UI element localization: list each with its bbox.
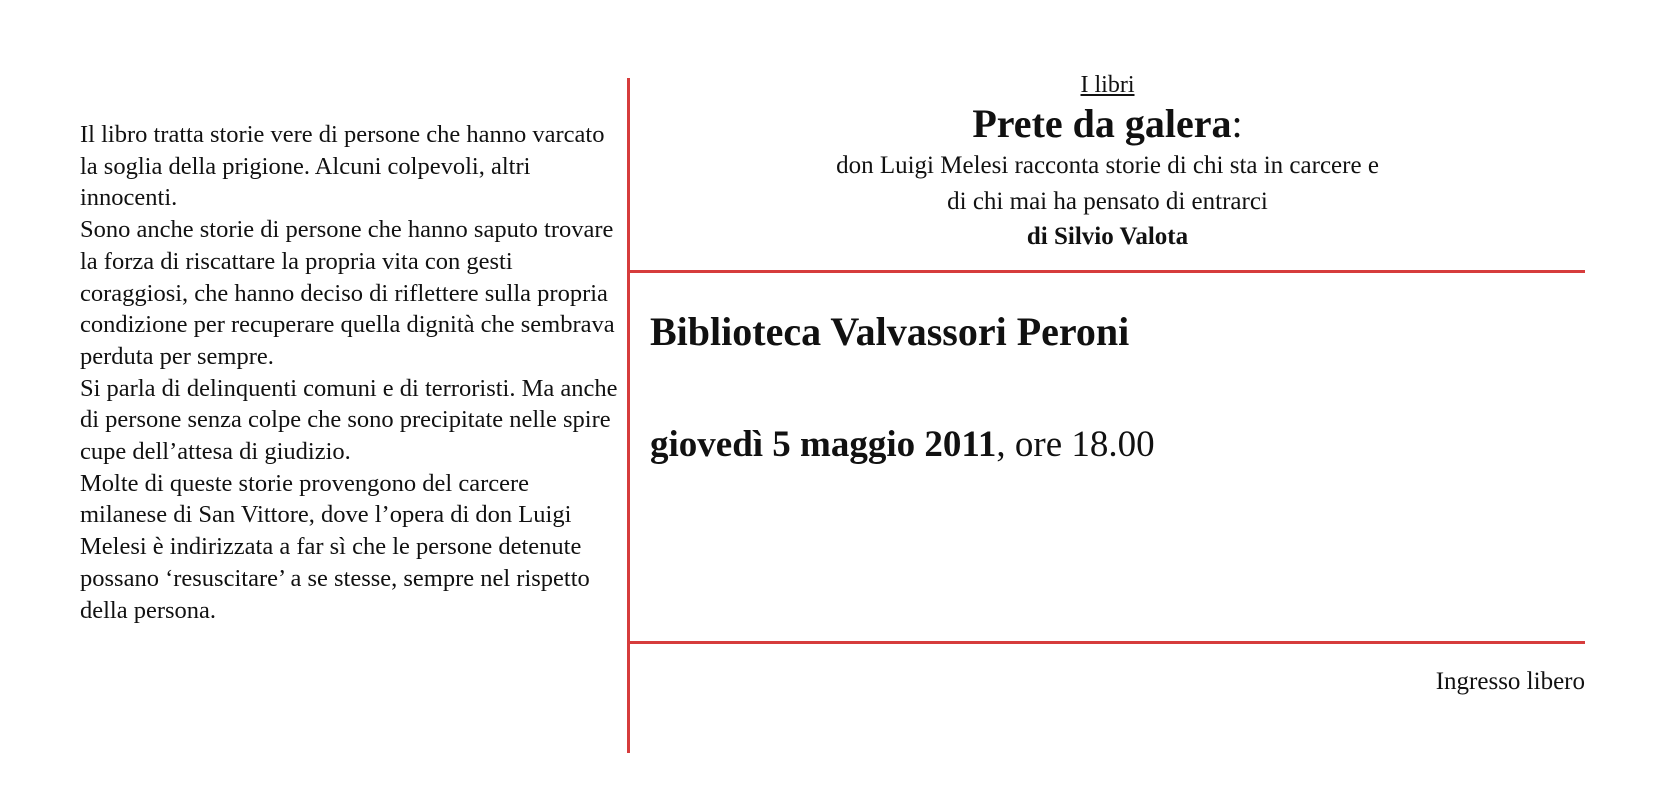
book-title-text: Prete da galera [972, 101, 1232, 146]
author-name: Silvio Valota [1054, 223, 1189, 250]
author-prefix: di [1026, 223, 1048, 250]
venue-name: Biblioteca Valvassori Peroni [650, 309, 1130, 354]
description-paragraph-1: Il libro tratta storie vere di persone che hanno varcato la soglia della prigione. Alcuni colpevoli, altri innocenti. [80, 121, 605, 212]
book-title [630, 100, 1585, 148]
description-paragraph-2: Sono anche storie di persone che hanno saputo trovare la forza di riscattare la propria vita con gesti coraggiosi, che hanno deciso di riflettere sulla propria condizione per recuperare quella dignità che sembrava perduta per sempre. [80, 216, 615, 370]
event-date: giovedì 5 maggio 2011 [650, 424, 997, 465]
book-subtitle-line-2: di chi mai ha pensato di entrarci [947, 188, 1268, 215]
entry-note: Ingresso libero [1435, 668, 1585, 695]
book-title-colon: : [1231, 101, 1243, 146]
book-subtitle-line-1: don Luigi Melesi racconta storie di chi sta in carcere e [836, 152, 1379, 179]
author-line [630, 220, 1585, 254]
header-divider [627, 270, 1585, 273]
footer-divider [627, 641, 1585, 644]
description-paragraph-4: Molte di queste storie provengono del carcere milanese di San Vittore, dove l’opera di don Luigi Melesi è indirizzata a far sì che le persone detenute possano ‘resuscitare’ a se stesse, sempre nel rispetto della persona. [80, 469, 590, 624]
series-label: I libri [1080, 72, 1135, 98]
book-description [80, 119, 620, 626]
event-time: , ore 18.00 [996, 424, 1155, 465]
event-datetime [650, 423, 1155, 466]
book-header [630, 70, 1585, 254]
description-paragraph-3: Si parla di delinquenti comuni e di terroristi. Ma anche di persone senza colpe che sono precipitate nelle spire cupe dell’attesa di giudizio. [80, 374, 618, 466]
